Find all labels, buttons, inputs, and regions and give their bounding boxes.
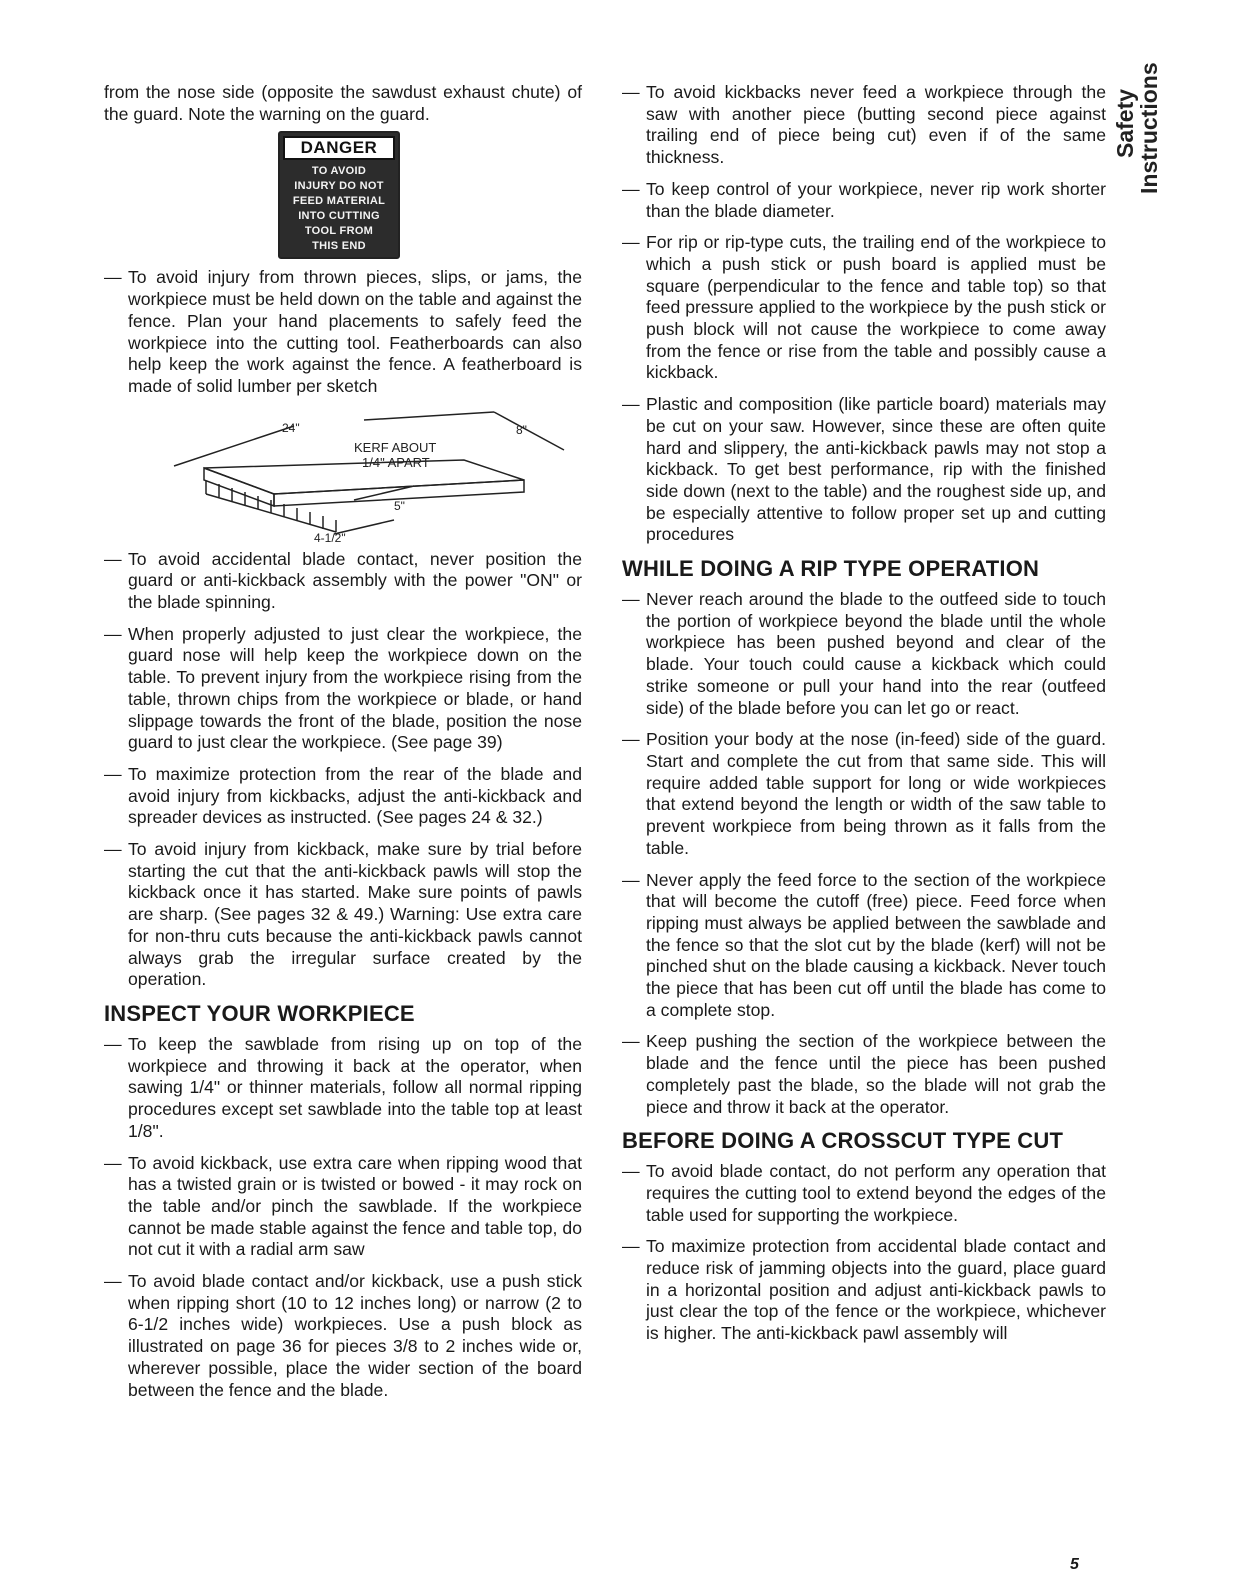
page-number: 5 bbox=[1070, 1556, 1079, 1573]
danger-line: INTO CUTTING bbox=[298, 210, 380, 223]
danger-line: FEED MATERIAL bbox=[292, 195, 386, 208]
danger-title: DANGER bbox=[283, 136, 395, 160]
intro-paragraph: from the nose side (opposite the sawdust exhaust chute) of the guard. Note the warning on the guard. bbox=[104, 82, 582, 124]
safety-item: — To avoid blade contact, do not perform any operation that requires the cutting tool to extend beyond the edges of the table used for supporting the workpiece. bbox=[622, 1161, 1106, 1226]
safety-item: — When properly adjusted to just clear the workpiece, the guard nose will help keep the workpiece down on the table. To prevent injury from the workpiece rising from the table, thrown chips from the workpiece or blade, or hand slippage towards the front of the blade, position the nose guard to just clear the workpiece. (See page 39) bbox=[104, 624, 582, 754]
safety-item: — To avoid injury from kickback, make sure by trial before starting the cut that the anti-kickback pawls will stop the kickback once it has started. Make sure points of pawls are sharp. (See pages 32 & 49.) Warning: Use extra care for non-thru cuts because the anti-kickback pawls cannot always grab the irregular surface created by the operation. bbox=[104, 839, 582, 991]
right-column bbox=[622, 82, 1106, 1355]
safety-item: — For rip or rip-type cuts, the trailing end of the workpiece to which a push stick or push board is applied must be square (perpendicular to the fence and table top) so that feed pressure applied to the workpiece by the push stick or push block will not cause the workpiece to come away from the fence or rise from the table and possibly cause a kickback. bbox=[622, 232, 1106, 384]
section-heading-rip: WHILE DOING A RIP TYPE OPERATION bbox=[622, 556, 1040, 582]
side-tab-line2: Instructions bbox=[1136, 62, 1162, 194]
danger-line: INJURY DO NOT bbox=[294, 180, 384, 193]
safety-item: — To keep control of your workpiece, never rip work shorter than the blade diameter. bbox=[622, 179, 1106, 222]
safety-item: — To avoid accidental blade contact, never position the guard or anti-kickback assembly with the power "ON" or the blade spinning. bbox=[104, 549, 582, 614]
safety-item: — To keep the sawblade from rising up on top of the workpiece and throwing it back at the operator, when sawing 1/4" or thinner materials, follow all normal ripping procedures except set sawblade into the table top at least 1/8". bbox=[104, 1034, 582, 1143]
dimension-line bbox=[174, 426, 294, 466]
safety-item: — To maximize protection from the rear of the blade and avoid injury from kickbacks, adjust the anti-kickback and spreader devices as instructed. (See pages 24 & 32.) bbox=[104, 764, 582, 829]
featherboard-sketch bbox=[164, 408, 574, 543]
safety-item: — To avoid blade contact and/or kickback, use a push stick when ripping short (10 to 12 inches long) or narrow (2 to 6-1/2 inches wide) workpieces. Use a push block as illustrated on page 36 for pieces 3/8 to 2 inches wide or, wherever possible, place the wider section of the board between the fence and the blade. bbox=[104, 1271, 582, 1401]
danger-line: TO AVOID bbox=[311, 165, 367, 178]
safety-item: — To avoid kickbacks never feed a workpiece through the saw with another piece (butting second piece against trailing end of piece being cut) even if of the same thickness. bbox=[622, 82, 1106, 169]
safety-item: — Keep pushing the section of the workpiece between the blade and the fence until the piece has been pushed completely past the blade, so the blade will not grab the piece and throw it back at the operator. bbox=[622, 1031, 1106, 1118]
safety-item: — Never reach around the blade to the outfeed side to touch the portion of workpiece beyond the blade until the whole workpiece has been pushed beyond and clear of the blade. Your touch could cause a kickback which could strike someone or pull your hand into the rear (outfeed side) of the blade before you can let go or react. bbox=[622, 589, 1106, 719]
danger-line: TOOL FROM bbox=[304, 225, 374, 238]
danger-line: THIS END bbox=[312, 240, 366, 253]
safety-item: — To avoid injury from thrown pieces, slips, or jams, the workpiece must be held down on the table and against the fence. Plan your hand placements to safely feed the workpiece into the cutting tool. Featherboards can also help keep the work against the fence. A featherboard is made of solid lumber per sketch bbox=[104, 267, 582, 397]
safety-item: — Never apply the feed force to the section of the workpiece that will become the cutoff (free) piece. Feed force when ripping must always be applied between the sawblade and the fence so that the slot cut by the blade (kerf) will not be pinched shut on the blade causing a kickback. Never touch the piece that has been cut off until the blade has come to a complete stop. bbox=[622, 870, 1106, 1022]
safety-item: — To maximize protection from accidental blade contact and reduce risk of jamming objects into the guard, place guard in a horizontal position and adjust anti-kickback pawls to just clear the top of the fence or the workpiece, whichever is higher. The anti-kickback pawl assembly will bbox=[622, 1236, 1106, 1345]
dim-fingers-label: 5" bbox=[394, 498, 405, 513]
danger-warning-label bbox=[278, 131, 398, 259]
kerf-label-line1: KERF ABOUT bbox=[354, 439, 437, 455]
section-heading-inspect: INSPECT YOUR WORKPIECE bbox=[104, 1000, 415, 1026]
dim-width-label: 8" bbox=[516, 422, 527, 437]
side-tab bbox=[1104, 62, 1164, 202]
safety-item: — To avoid kickback, use extra care when ripping wood that has a twisted grain or is twisted or bowed - it may rock on the table and/or pinch the sawblade. If the workpiece cannot be made stable against the fence and table top, do not cut it with a radial arm saw bbox=[104, 1153, 582, 1262]
left-column bbox=[104, 82, 582, 1411]
dim-base-label: 4-1/2" bbox=[314, 530, 346, 543]
safety-item: — Plastic and composition (like particle board) materials may be cut on your saw. However, since these are often quite hard and slippery, the anti-kickback pawls may not stop a kickback. To get best performance, rip with the finished side down (next to the table) and the roughest side up, and be especially attentive to follow proper set up and cutting procedures bbox=[622, 394, 1106, 546]
kerf-label-line2: 1/4" APART bbox=[362, 454, 430, 470]
dim-length-label: 24" bbox=[282, 420, 300, 435]
safety-item: — Position your body at the nose (in-feed) side of the guard. Start and complete the cut from that same side. This will require added table support for long or wide workpieces that extend beyond the length or width of the saw table to prevent workpiece from being thrown as it falls from the table. bbox=[622, 729, 1106, 859]
side-tab-line1: Safety bbox=[1112, 88, 1138, 158]
section-heading-crosscut: BEFORE DOING A CROSSCUT TYPE CUT bbox=[622, 1128, 1064, 1154]
